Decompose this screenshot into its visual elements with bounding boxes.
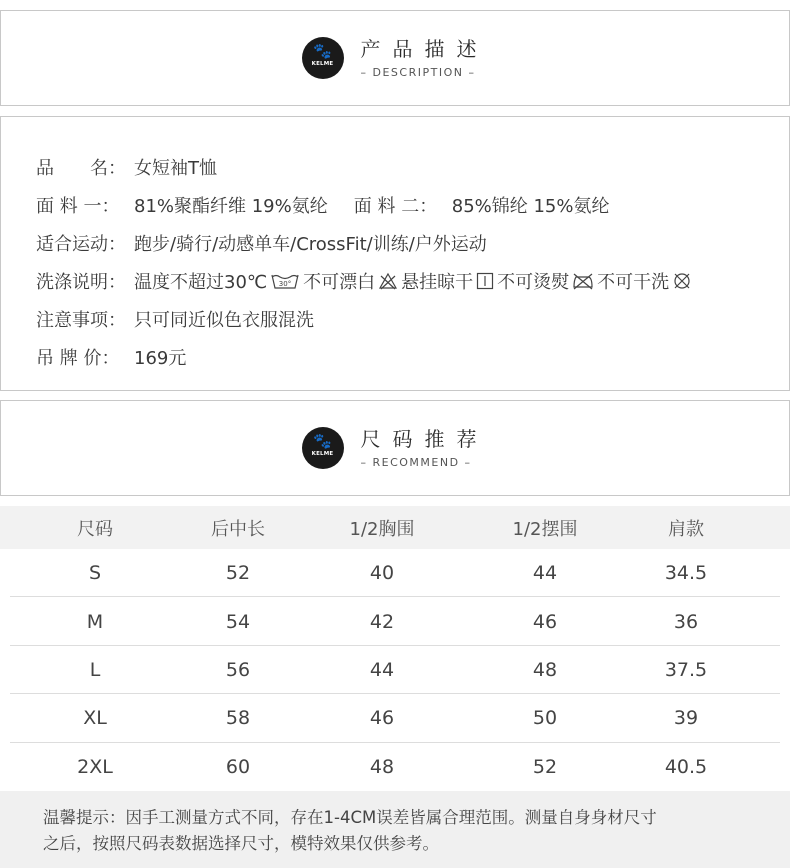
description-title: 产品描述 [360, 36, 489, 61]
no-dry-clean-icon [672, 272, 692, 290]
tip-line-1: 温馨提示：因手工测量方式不同，存在1-4CM误差皆属合理范围。测量自身身材尺寸 [43, 808, 657, 827]
tip-line-2: 之后，按照尺码表数据选择尺寸，模特效果仅供参考。 [43, 834, 439, 853]
sports-label: 适合运动： [36, 234, 126, 255]
logo-brand-text: KELME [311, 451, 334, 457]
kelme-logo [302, 427, 344, 469]
fabric2-value: 85%锦纶 15%氨纶 [451, 196, 610, 217]
cell-size: 2XL [77, 755, 113, 778]
size-header-inner [1, 401, 789, 495]
fabric-row [36, 186, 789, 224]
cell-half-chest: 44 [369, 658, 395, 681]
fabric2-label: 面 料 二： [353, 196, 438, 217]
cell-shoulder: 39 [673, 707, 699, 730]
product-name-label: 品 名： [36, 158, 126, 179]
no-iron-icon [572, 272, 594, 290]
cell-size: L [89, 658, 101, 681]
wash-30-icon [270, 272, 300, 290]
cell-half-hem: 48 [532, 658, 558, 681]
svg-text:30°: 30° [278, 280, 292, 288]
cell-back-length: 58 [225, 707, 251, 730]
cell-back-length: 56 [225, 658, 251, 681]
price-row [36, 338, 789, 376]
cell-shoulder: 37.5 [664, 658, 708, 681]
header-back-length: 后中长 [211, 518, 265, 540]
size-subtitle: – RECOMMEND – [360, 455, 472, 469]
cell-half-chest: 46 [369, 707, 395, 730]
price-value: 169元 [134, 348, 187, 369]
hang-dry-icon [476, 272, 494, 290]
cell-half-chest: 42 [369, 610, 395, 633]
kelme-logo [302, 37, 344, 79]
size-table-header [0, 506, 790, 549]
price-label: 吊 牌 价： [36, 348, 120, 369]
cell-half-chest: 48 [369, 755, 395, 778]
product-name-row [36, 148, 789, 186]
notes-value: 只可同近似色衣服混洗 [134, 310, 314, 331]
cell-back-length: 54 [225, 610, 251, 633]
cell-half-hem: 50 [532, 707, 558, 730]
description-panel [0, 116, 790, 391]
sports-value: 跑步/骑行/动感单车/CrossFit/训练/户外运动 [134, 234, 487, 255]
product-name-value: 女短袖T恤 [134, 158, 217, 179]
paw-icon: 🐾 [313, 42, 332, 60]
cell-shoulder: 36 [673, 610, 699, 633]
description-header-inner [1, 11, 789, 105]
care-row [36, 262, 789, 300]
size-header [0, 400, 790, 496]
no-bleach-icon [378, 272, 398, 290]
care-no-iron: 不可烫熨 [497, 272, 570, 293]
size-title: 尺码推荐 [360, 426, 489, 451]
care-no-bleach: 不可漂白 [303, 272, 376, 293]
paw-icon: 🐾 [313, 432, 332, 450]
table-row [0, 694, 790, 742]
size-table [0, 506, 790, 791]
table-row [0, 743, 790, 791]
cell-half-chest: 40 [369, 562, 395, 585]
care-label: 洗涤说明： [36, 272, 126, 293]
header-half-hem: 1/2摆围 [512, 518, 578, 540]
header-shoulder: 肩款 [668, 518, 704, 540]
header-size: 尺码 [77, 518, 113, 540]
notes-row [36, 300, 789, 338]
table-row [0, 646, 790, 694]
cell-half-hem: 44 [532, 562, 558, 585]
cell-back-length: 60 [225, 755, 251, 778]
fabric1-value: 81%聚酯纤维 19%氨纶 [134, 196, 328, 217]
description-subtitle: – DESCRIPTION – [360, 65, 476, 79]
cell-half-hem: 46 [532, 610, 558, 633]
tip-panel [0, 791, 790, 868]
fabric1-label: 面 料 一： [36, 196, 120, 217]
cell-size: M [86, 610, 104, 633]
care-no-dry-clean: 不可干洗 [597, 272, 670, 293]
notes-label: 注意事项： [36, 310, 126, 331]
sports-row [36, 224, 789, 262]
description-header [0, 10, 790, 106]
table-row [0, 549, 790, 597]
cell-shoulder: 40.5 [664, 755, 708, 778]
table-row [0, 597, 790, 645]
cell-shoulder: 34.5 [664, 562, 708, 585]
cell-size: XL [83, 707, 107, 730]
care-wash-temp: 温度不超过30℃ [134, 272, 268, 293]
cell-half-hem: 52 [532, 755, 558, 778]
care-hang-dry: 悬挂晾干 [401, 272, 474, 293]
cell-size: S [88, 562, 102, 585]
header-half-chest: 1/2胸围 [349, 518, 415, 540]
cell-back-length: 52 [225, 562, 251, 585]
logo-brand-text: KELME [311, 61, 334, 67]
